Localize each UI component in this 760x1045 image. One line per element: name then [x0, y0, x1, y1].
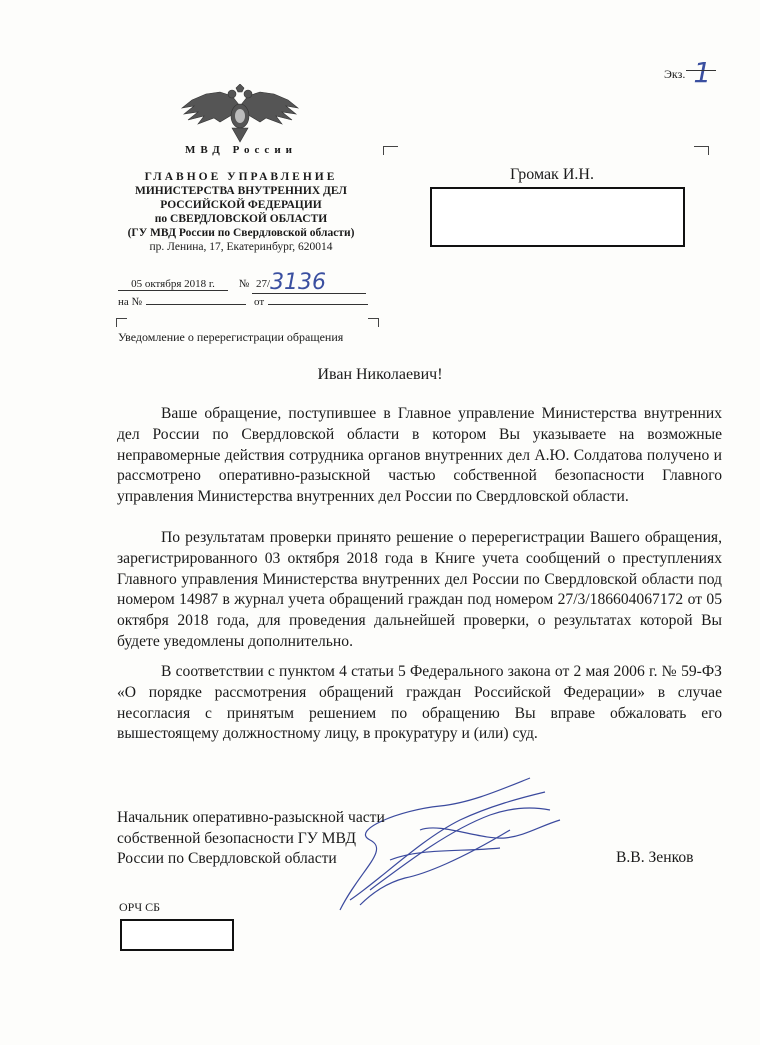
registration-number-handwritten: 3136 [270, 270, 327, 295]
header-line-3: РОССИЙСКОЙ ФЕДЕРАЦИИ [160, 199, 322, 211]
registration-number-prefix: 27/ [256, 278, 271, 290]
body-paragraph-1: Ваше обращение, поступившее в Главное управление Министерства внутренних дел России по Свердловской области в котором Вы указываете на возможные неправомерные действия сотрудника органов внутренних дел А.Ю. Солдатова получено и рассмотрено оперативно-разыскной частью собственной безопасности Главного управления Министерства внутренних дел России по Свердловской области. [117, 405, 722, 506]
subject-bracket-left [116, 318, 127, 327]
copy-underline [686, 70, 716, 71]
body-paragraph-3: В соответствии с пунктом 4 статьи 5 Федерального закона от 2 мая 2006 г. № 59-ФЗ «О порядке рассмотрения обращений граждан Российской Федерации» в случае несогласия с принятым решением по обращению Вы вправе обжаловать его вышестоящему должностному лицу, в прокуратуру и (или) суд. [117, 663, 722, 743]
copy-label: Экз. [664, 67, 686, 81]
signatory-position-line-2: собственной безопасности ГУ МВД [117, 829, 356, 847]
registration-number [252, 268, 366, 294]
subject-bracket-right [368, 318, 379, 327]
body-paragraph-2: По результатам проверки принято решение о перерегистрации Вашего обращения, зарегистрированного 03 октября 2018 года в Книге учета сообщений о преступлениях Главного управления Министерства внутренних дел России по Свердловской области под номером 14987 в журнал учета обращений граждан под номером 27/3/186604067172 от 05 октября 2018 года, для проведения дальнейшей проверки, о результатах которой Вы будете уведомлены дополнительно. [117, 529, 722, 650]
registration-row [118, 268, 366, 294]
registration-date: 05 октября 2018 г. [118, 278, 228, 291]
header-line-1: ГЛАВНОЕ УПРАВЛЕНИЕ [144, 171, 338, 183]
signatory-position [117, 808, 385, 870]
double-headed-eagle-emblem-icon [180, 84, 300, 144]
signatory-name: В.В. Зенков [616, 849, 694, 866]
reference-date-blank [268, 304, 368, 305]
copy-number-handwritten: 1 [693, 56, 712, 89]
header-line-5: (ГУ МВД России по Свердловской области) [127, 227, 355, 239]
letter-subject: Уведомление о перерегистрации обращения [118, 330, 344, 344]
registration-number-label: № [238, 278, 250, 290]
reference-number-label: на № [118, 296, 143, 308]
signatory-position-line-1: Начальник оперативно-разыскной части [117, 809, 385, 826]
header-line-4: по СВЕРДЛОВСКОЙ ОБЛАСТИ [154, 213, 328, 225]
greeting: Иван Николаевич! [317, 366, 443, 383]
organization-header [96, 144, 386, 255]
reference-number-blank [146, 304, 246, 305]
ministry-short-name: МВД России [184, 144, 297, 156]
address-bracket-right [694, 146, 709, 155]
reference-from-label: от [254, 296, 265, 308]
redacted-address-box [430, 187, 685, 247]
signatory-position-line-3: России по Свердловской области [117, 850, 337, 867]
copy-number [664, 52, 712, 89]
address-bracket-left [383, 146, 398, 155]
recipient-name: Громак И.Н. [510, 166, 594, 183]
header-line-2: МИНИСТЕРСТВА ВНУТРЕННИХ ДЕЛ [134, 185, 348, 197]
reference-row [118, 296, 368, 308]
redacted-executor-box [120, 919, 234, 951]
header-address: пр. Ленина, 17, Екатеринбург, 620014 [149, 241, 333, 253]
department-code: ОРЧ СБ [119, 900, 161, 914]
